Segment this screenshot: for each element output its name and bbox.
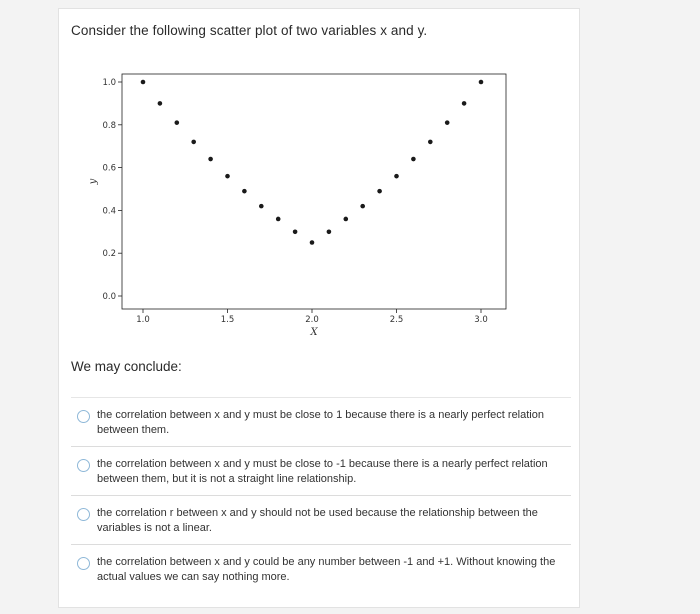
- question-text: Consider the following scatter plot of two variables x and y.: [71, 23, 428, 38]
- x-axis-title: X: [310, 327, 318, 338]
- x-tick-label: 3.0: [474, 315, 488, 325]
- scatter-plot-svg: [59, 9, 579, 349]
- data-point: [344, 217, 349, 222]
- answer-option-1[interactable]: [71, 397, 571, 446]
- radio-button-4[interactable]: [77, 557, 90, 570]
- data-point: [293, 230, 298, 235]
- data-point: [276, 217, 281, 222]
- answer-option-4-text: the correlation between x and y could be any number between -1 and +1. Without knowing the actual values we can say nothing more.: [97, 556, 556, 583]
- y-tick-label: 0.6: [102, 163, 116, 174]
- question-card: [58, 8, 580, 608]
- radio-button-1[interactable]: [77, 410, 90, 423]
- data-point: [445, 120, 450, 125]
- answer-options: [71, 397, 571, 593]
- y-tick-label: 1.0: [102, 78, 116, 88]
- x-tick-label: 2.5: [389, 315, 404, 325]
- answer-option-3[interactable]: [71, 495, 571, 544]
- answer-option-2-text: the correlation between x and y must be close to -1 because there is a nearly perfect relation between them, but it is not a straight line relationship.: [97, 458, 548, 485]
- answer-option-3-text: the correlation r between x and y should not be used because the relationship between the variables is not a linear.: [97, 507, 538, 534]
- data-point: [242, 189, 247, 194]
- answer-option-1-text: the correlation between x and y must be close to 1 because there is a nearly perfect relation between them.: [97, 409, 544, 436]
- data-point: [175, 120, 180, 125]
- radio-button-2[interactable]: [77, 459, 90, 472]
- y-axis-title: y: [88, 178, 99, 185]
- data-point: [208, 157, 213, 162]
- scatter-plot: [59, 9, 579, 349]
- data-point: [411, 157, 416, 162]
- data-point: [428, 140, 433, 145]
- data-point: [479, 80, 484, 85]
- y-tick-label: 0.0: [102, 292, 116, 302]
- data-point: [310, 240, 315, 245]
- x-tick-label: 2.0: [305, 315, 319, 325]
- plot-frame: [122, 74, 506, 309]
- data-point: [158, 101, 163, 106]
- y-tick-label: 0.4: [102, 206, 116, 217]
- data-point: [377, 189, 382, 194]
- x-tick-label: 1.0: [136, 315, 150, 325]
- data-point: [259, 204, 264, 209]
- x-tick-label: 1.5: [220, 315, 235, 325]
- data-point: [327, 230, 332, 235]
- data-point: [394, 174, 399, 179]
- conclude-label: We may conclude:: [71, 359, 182, 374]
- data-point: [191, 140, 196, 145]
- answer-option-2[interactable]: [71, 446, 571, 495]
- y-tick-label: 0.2: [102, 249, 116, 260]
- data-point: [141, 80, 146, 85]
- data-point: [462, 101, 467, 106]
- data-point: [360, 204, 365, 209]
- answer-option-4[interactable]: [71, 544, 571, 593]
- y-tick-label: 0.8: [102, 120, 116, 131]
- data-point: [225, 174, 230, 179]
- radio-button-3[interactable]: [77, 508, 90, 521]
